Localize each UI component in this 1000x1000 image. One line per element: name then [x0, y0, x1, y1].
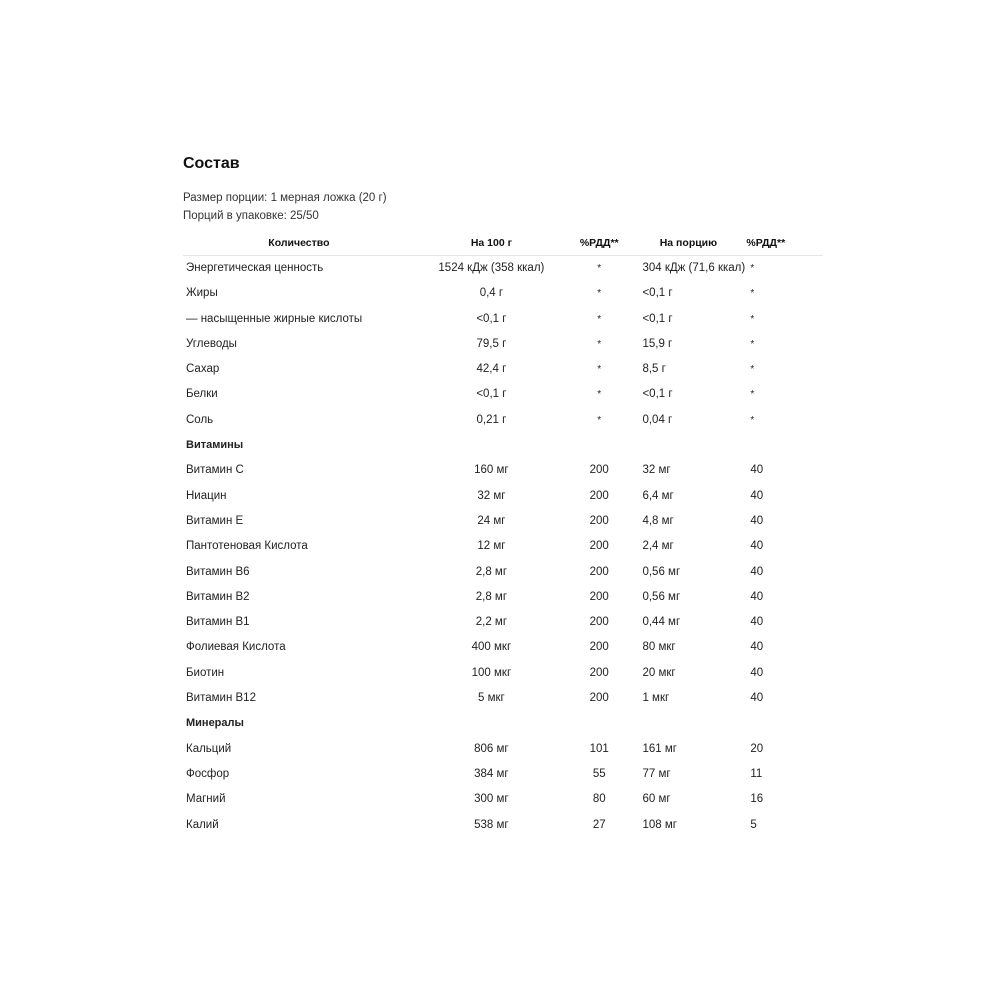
value-per100: 2,2 мг [475, 616, 508, 629]
rdd-per100: * [597, 338, 602, 350]
rdd-per100: 27 [592, 818, 606, 831]
rdd-per-serving: * [750, 414, 755, 426]
table-row [183, 382, 823, 407]
nutrient-name: Витамин С [186, 464, 244, 477]
table-row [183, 585, 823, 610]
value-per-serving: 6,4 мг [642, 489, 674, 502]
value-per-serving: <0,1 г [642, 312, 673, 325]
rdd-per-serving: * [750, 364, 755, 376]
rdd-per-serving: 40 [750, 692, 764, 705]
nutrient-name: Ниацин [186, 489, 227, 502]
rdd-per100: 200 [589, 464, 609, 477]
rdd-per-serving: 40 [750, 641, 764, 654]
table-row [183, 458, 823, 483]
nutrient-name: Фосфор [186, 767, 230, 780]
nutrient-name: Магний [186, 793, 226, 806]
value-per100: 5 мкг [478, 692, 505, 705]
rdd-per100: * [597, 389, 602, 401]
nutrient-name: Витамин B12 [186, 692, 256, 705]
value-per-serving: 161 мг [642, 742, 677, 755]
value-per100: 2,8 мг [475, 565, 508, 578]
section-heading: Витамины [186, 439, 244, 452]
table-row [183, 635, 823, 660]
rdd-per100: * [597, 414, 602, 426]
table-row [183, 332, 823, 357]
section-row [183, 433, 823, 458]
header-name: Количество [183, 231, 415, 256]
value-per100: 160 мг [474, 464, 509, 477]
value-per100: 384 мг [474, 767, 509, 780]
serving-size: Размер порции: 1 мерная ложка (20 г) [183, 192, 387, 204]
value-per-serving: 108 мг [642, 818, 677, 831]
table-row [183, 408, 823, 433]
table-header-row [183, 231, 823, 256]
table-row [183, 307, 823, 332]
rdd-per-serving: 16 [750, 793, 764, 806]
value-per-serving: 0,56 мг [642, 590, 681, 603]
rdd-per100: 200 [589, 514, 609, 527]
value-per100: 79,5 г [476, 337, 507, 350]
value-per-serving: 0,56 мг [642, 565, 681, 578]
rdd-per100: * [597, 288, 602, 300]
nutrient-name: Белки [186, 388, 218, 401]
rdd-per100: * [597, 313, 602, 325]
nutrient-name: Фолиевая Кислота [186, 641, 286, 654]
rdd-per-serving: * [750, 313, 755, 325]
rdd-per100: 200 [589, 616, 609, 629]
table-row [183, 610, 823, 635]
table-row [183, 661, 823, 686]
rdd-per100: 200 [589, 666, 609, 679]
value-per-serving: <0,1 г [642, 287, 673, 300]
value-per-serving: 32 мг [642, 464, 671, 477]
table-row [183, 762, 823, 787]
value-per100: <0,1 г [476, 388, 507, 401]
composition-panel [183, 150, 823, 838]
table-row [183, 560, 823, 585]
section-heading: Минералы [186, 717, 244, 730]
value-per-serving: 15,9 г [642, 337, 673, 350]
value-per100: 24 мг [477, 514, 506, 527]
value-per100: 32 мг [477, 489, 506, 502]
nutrient-name: Сахар [186, 363, 220, 376]
nutrient-name: Витамин Е [186, 514, 244, 527]
value-per-serving: <0,1 г [642, 388, 673, 401]
header-rdd-serving: %РДД** [746, 231, 823, 256]
rdd-per-serving: 40 [750, 616, 764, 629]
nutrient-name: Калий [186, 818, 219, 831]
table-row [183, 534, 823, 559]
value-per100: 0,21 г [476, 413, 507, 426]
rdd-per-serving: 40 [750, 565, 764, 578]
rdd-per100: 101 [589, 742, 609, 755]
page-title: Состав [183, 155, 240, 172]
rdd-per-serving: 40 [750, 666, 764, 679]
rdd-per-serving: 40 [750, 464, 764, 477]
table-row [183, 357, 823, 382]
rdd-per100: 200 [589, 692, 609, 705]
rdd-per-serving: 40 [750, 489, 764, 502]
table-row [183, 813, 823, 838]
value-per-serving: 0,44 мг [642, 616, 681, 629]
rdd-per100: 200 [589, 590, 609, 603]
nutrient-name: Биотин [186, 666, 225, 679]
nutrient-name: Энергетическая ценность [186, 262, 324, 274]
value-per-serving: 2,4 мг [642, 540, 674, 553]
rdd-per-serving: 11 [750, 767, 763, 780]
rdd-per100: * [597, 263, 602, 274]
value-per100: 2,8 мг [475, 590, 508, 603]
rdd-per100: 200 [589, 565, 609, 578]
value-per-serving: 0,04 г [642, 413, 673, 426]
rdd-per100: 55 [592, 767, 606, 780]
value-per-serving: 4,8 мг [642, 514, 674, 527]
nutrient-name: Кальций [186, 742, 232, 755]
table-row [183, 256, 823, 282]
value-per-serving: 60 мг [642, 793, 671, 806]
nutrient-name: Соль [186, 413, 214, 426]
value-per-serving: 77 мг [642, 767, 671, 780]
value-per-serving: 80 мкг [642, 641, 676, 654]
rdd-per-serving: 20 [750, 742, 764, 755]
value-per100: 0,4 г [479, 287, 504, 300]
rdd-per100: 80 [592, 793, 606, 806]
value-per-serving: 8,5 г [642, 363, 666, 376]
nutrition-table [183, 231, 823, 838]
rdd-per100: 200 [589, 540, 609, 553]
table-body [183, 256, 823, 838]
value-per-serving: 20 мкг [642, 666, 676, 679]
value-per100: 300 мг [474, 793, 509, 806]
rdd-per-serving: * [750, 288, 755, 300]
value-per-serving: 1 мкг [642, 692, 670, 705]
servings-per-pack: Порций в упаковке: 25/50 [183, 210, 319, 222]
header-per-serving: На порцию [630, 231, 746, 256]
header-rdd-per100: %РДД** [568, 231, 630, 256]
rdd-per-serving: * [750, 263, 755, 274]
value-per100: 806 мг [474, 742, 509, 755]
table-row [183, 737, 823, 762]
nutrient-name: — насыщенные жирные кислоты [186, 312, 363, 325]
rdd-per100: 200 [589, 489, 609, 502]
header-per100: На 100 г [415, 231, 568, 256]
value-per-serving: 304 кДж (71,6 ккал) [642, 262, 746, 274]
value-per100: <0,1 г [476, 312, 507, 325]
value-per100: 42,4 г [476, 363, 507, 376]
value-per100: 538 мг [474, 818, 509, 831]
section-row [183, 711, 823, 736]
value-per100: 100 мкг [471, 666, 512, 679]
nutrient-name: Витамин B6 [186, 565, 250, 578]
value-per100: 12 мг [477, 540, 506, 553]
nutrient-name: Витамин B2 [186, 590, 250, 603]
table-row [183, 281, 823, 306]
value-per100: 400 мкг [471, 641, 512, 654]
rdd-per100: * [597, 364, 602, 376]
rdd-per-serving: 40 [750, 540, 764, 553]
rdd-per-serving: * [750, 338, 755, 350]
value-per100: 1524 кДж (358 ккал) [438, 262, 545, 274]
table-row [183, 686, 823, 711]
nutrient-name: Витамин B1 [186, 616, 250, 629]
rdd-per-serving: * [750, 389, 755, 401]
rdd-per-serving: 40 [750, 590, 764, 603]
table-row [183, 509, 823, 534]
rdd-per100: 200 [589, 641, 609, 654]
table-row [183, 787, 823, 812]
rdd-per-serving: 5 [750, 818, 757, 831]
rdd-per-serving: 40 [750, 514, 764, 527]
table-row [183, 484, 823, 509]
nutrient-name: Углеводы [186, 337, 237, 350]
nutrient-name: Жиры [186, 287, 218, 300]
nutrient-name: Пантотеновая Кислота [186, 540, 308, 553]
